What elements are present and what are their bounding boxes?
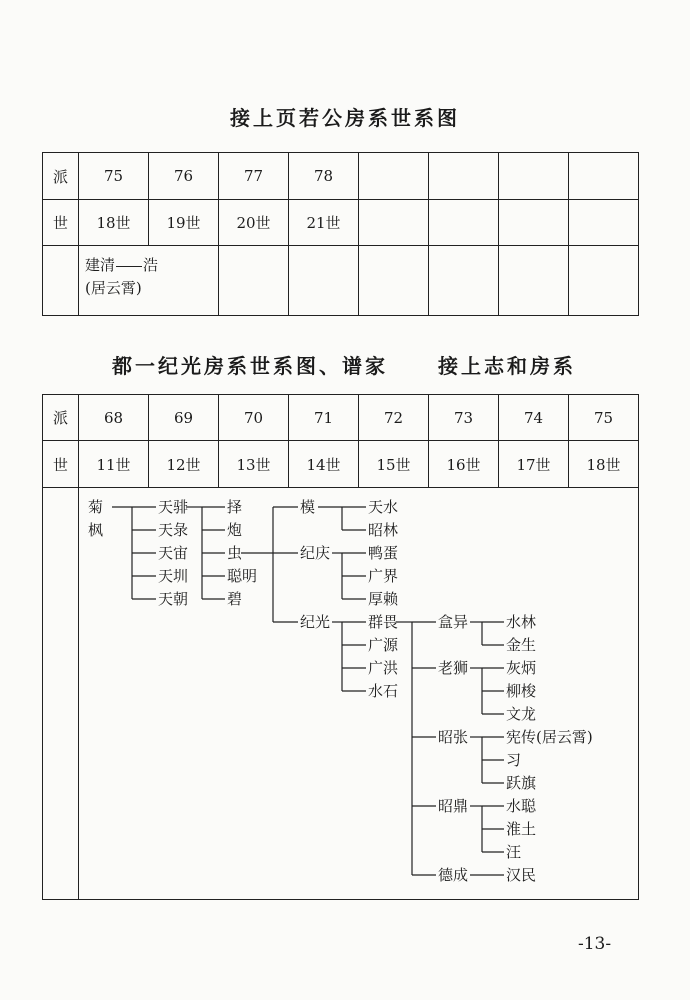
- shi-label: 世: [43, 441, 79, 488]
- shi-cell: 16世: [429, 441, 499, 488]
- person-name: 虫: [227, 544, 243, 562]
- person-name: 厚赖: [368, 590, 399, 608]
- person-name: 昭林: [368, 521, 399, 539]
- shi-cell: 15世: [359, 441, 429, 488]
- empty-cell: [359, 246, 429, 316]
- pai-cell: 72: [359, 395, 429, 441]
- person-name: 浩: [143, 256, 159, 274]
- person-name: 天水: [368, 498, 399, 516]
- shi-cell: 12世: [149, 441, 219, 488]
- person-name: 模: [300, 498, 316, 516]
- person-name: 天朝: [158, 590, 189, 608]
- shi-cell: 21世: [289, 200, 359, 246]
- person-name: 枫: [88, 521, 104, 539]
- person-name: 宪传(居云霄): [506, 728, 593, 746]
- person-name: 纪庆: [300, 544, 331, 562]
- shi-cell: 17世: [499, 441, 569, 488]
- person-name: 老狮: [438, 659, 469, 677]
- person-name: 天圳: [158, 567, 189, 585]
- page-title: 接上页若公房系世系图: [230, 106, 460, 130]
- person-name: 跃旗: [506, 774, 537, 792]
- person-name: 汪: [506, 843, 522, 861]
- pai-cell: 68: [79, 395, 149, 441]
- person-name: 盒异: [438, 613, 469, 631]
- person-name: 文龙: [506, 705, 537, 723]
- person-name: 聪明: [227, 567, 258, 585]
- person-name: 广界: [368, 567, 399, 585]
- shi-cell: 20世: [219, 200, 289, 246]
- empty-cell: [429, 246, 499, 316]
- pai-label: 派: [43, 153, 79, 200]
- pai-cell: 75: [79, 153, 149, 200]
- connector-line: [116, 266, 142, 267]
- shi-cell: [499, 200, 569, 246]
- pai-cell: 74: [499, 395, 569, 441]
- lineage-cell: [79, 246, 219, 316]
- pai-cell: 70: [219, 395, 289, 441]
- section-title: 都一纪光房系世系图、谱家: [112, 354, 388, 378]
- pai-cell: 71: [289, 395, 359, 441]
- person-name: 群畏: [368, 613, 399, 631]
- shi-cell: 18世: [79, 200, 149, 246]
- residence-note: (居云霄): [85, 279, 142, 297]
- pai-cell: 73: [429, 395, 499, 441]
- empty-cell: [569, 246, 639, 316]
- shi-cell: [429, 200, 499, 246]
- person-name: 灰炳: [506, 659, 537, 677]
- person-name: 柳梭: [506, 682, 537, 700]
- person-name: 淮土: [506, 820, 537, 838]
- pai-label: 派: [43, 395, 79, 441]
- pai-cell: [359, 153, 429, 200]
- person-name: 纪光: [300, 613, 331, 631]
- empty-cell: [289, 246, 359, 316]
- person-name: 广源: [368, 636, 399, 654]
- pai-cell: 77: [219, 153, 289, 200]
- pai-row: [43, 153, 639, 200]
- empty-cell: [499, 246, 569, 316]
- person-name: 广洪: [368, 659, 399, 677]
- genealogy-table-1: [42, 152, 639, 316]
- person-name: 择: [227, 498, 243, 516]
- person-name: 昭鼎: [438, 797, 469, 815]
- pai-cell: [499, 153, 569, 200]
- empty-cell: [43, 246, 79, 316]
- page-number: -13-: [578, 934, 612, 954]
- empty-cell: [219, 246, 289, 316]
- tree-lines: [112, 507, 504, 875]
- shi-cell: 19世: [149, 200, 219, 246]
- shi-cell: 13世: [219, 441, 289, 488]
- person-name: 习: [506, 751, 522, 769]
- person-name: 建清: [85, 256, 116, 274]
- shi-cell: [569, 200, 639, 246]
- person-name: 鸭蛋: [368, 544, 399, 562]
- person-name: 碧: [227, 590, 243, 608]
- pai-cell: [569, 153, 639, 200]
- person-name: 菊: [88, 498, 104, 516]
- pai-cell: 76: [149, 153, 219, 200]
- shi-cell: 18世: [569, 441, 639, 488]
- content-row: [43, 246, 639, 316]
- pai-cell: [429, 153, 499, 200]
- tree-labels: [88, 498, 593, 884]
- person-name: 昭张: [438, 728, 469, 746]
- shi-label: 世: [43, 200, 79, 246]
- person-name: 天宙: [158, 544, 189, 562]
- person-name: 炮: [227, 521, 243, 539]
- pai-cell: 69: [149, 395, 219, 441]
- pai-cell: 75: [569, 395, 639, 441]
- section-subtitle: 接上志和房系: [438, 354, 576, 378]
- person-name: 汉民: [506, 866, 537, 884]
- shi-cell: [359, 200, 429, 246]
- person-name: 天彔: [158, 521, 189, 539]
- person-name: 天𬴂: [158, 498, 189, 516]
- family-tree: [42, 487, 638, 897]
- person-name: 金生: [506, 636, 537, 654]
- shi-row: [43, 200, 639, 246]
- person-name: 水林: [506, 613, 537, 631]
- shi-cell: 11世: [79, 441, 149, 488]
- person-name: 水聪: [506, 797, 537, 815]
- pai-cell: 78: [289, 153, 359, 200]
- person-name: 德成: [438, 866, 469, 884]
- shi-cell: 14世: [289, 441, 359, 488]
- person-name: 水石: [368, 682, 399, 700]
- pai-row: [43, 395, 639, 441]
- shi-row: [43, 441, 639, 488]
